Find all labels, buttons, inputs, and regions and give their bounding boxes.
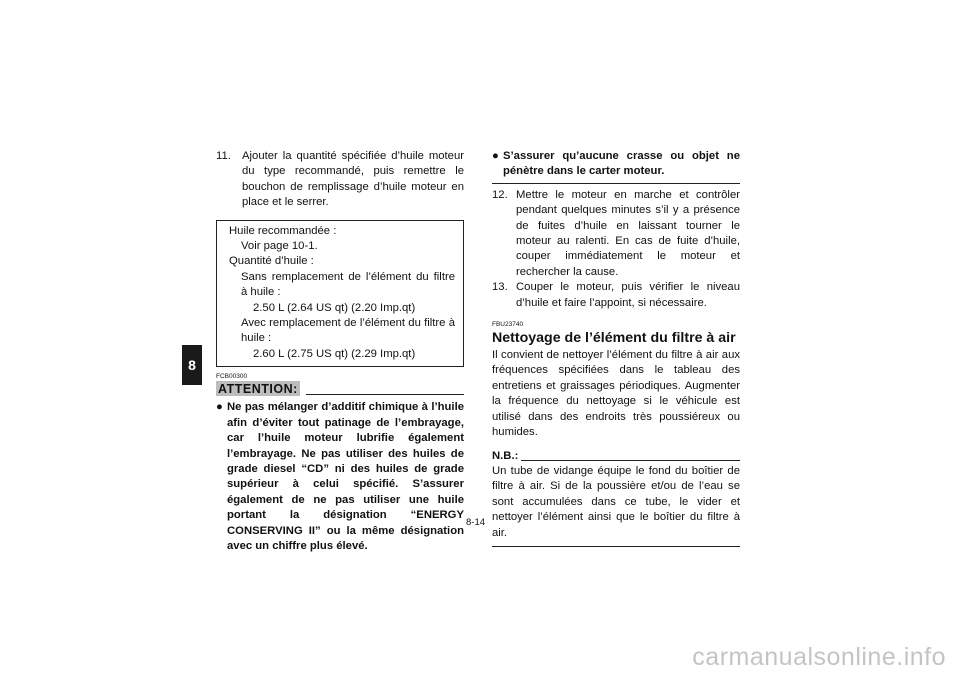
step-12-text: Mettre le moteur en marche et contrôler pendant quelques minutes s’il y a présence de fuites d’huile en laissant tourner le moteur au ralenti. En cas de fuite d’huile, couper immédiatement le moteur et rechercher la cause. <box>516 188 740 278</box>
page-number: 8-14 <box>466 517 486 528</box>
section-title: Nettoyage de l’élément du filtre à air <box>492 330 736 347</box>
caution-end-divider <box>492 183 740 184</box>
right-column <box>492 149 740 547</box>
step-11-number: 11. <box>216 150 231 162</box>
attention-code: FCB00300 <box>216 373 248 381</box>
dirt-warning-bullet <box>492 149 740 180</box>
step-13-text: Couper le moteur, puis vérifier le niveau d’huile et faire l’appoint, si nécessaire. <box>516 281 740 309</box>
watermark: carmanualsonline.info <box>692 643 946 671</box>
oil-spec-box <box>216 220 464 368</box>
chapter-tab: 8 <box>182 345 202 385</box>
nb-label: N.B.: <box>492 449 519 462</box>
step-11 <box>216 149 464 211</box>
step-12-number: 12. <box>492 188 508 201</box>
spec-line: Sans remplacement de l’élément du filtre à huile : <box>241 270 455 299</box>
attention-label: ATTENTION: <box>218 382 298 397</box>
nb-header <box>492 449 740 464</box>
attention-header <box>216 381 464 396</box>
step-11-text: Ajouter la quantité spécifiée d’huile moteur du type recommandé, puis remettre le bouchon de remplissage d’huile moteur en place et le serrer. <box>242 150 464 209</box>
step-13 <box>492 280 740 311</box>
spec-line: 2.50 L (2.64 US qt) (2.20 Imp.qt) <box>253 301 416 314</box>
nb-end-divider <box>492 546 740 547</box>
dirt-warning-text: S’assurer qu’aucune crasse ou objet ne pénètre dans le carter moteur. <box>503 150 740 178</box>
spec-line: Huile recommandée : <box>229 224 337 237</box>
nb-text: Un tube de vidange équipe le fond du boîtier de filtre à air. Si de la poussière et/ou de l’eau se sont accumulées dans ce tube, le vider et nettoyer l’élément ainsi que le boîtier du filtre à air. <box>492 464 740 539</box>
left-column <box>216 149 464 554</box>
bullet-icon: ● <box>216 401 223 414</box>
attention-divider <box>306 394 464 395</box>
step-13-number: 13. <box>492 281 508 294</box>
bullet-icon: ● <box>492 150 499 162</box>
spec-line: Avec remplacement de l’élément du filtre à huile : <box>241 317 455 345</box>
step-12 <box>492 188 740 280</box>
section-paragraph: Il convient de nettoyer l’élément du filtre à air aux fréquences spécifiées dans le tableau des entretiens et graissages périodiques. Augmenter la fréquence du nettoyage si le véhicule est utilisé dans des endroits très poussiéreux ou humides. <box>492 349 740 439</box>
attention-bullet-text: Ne pas mélanger d’additif chimique à l’huile afin d’éviter tout patinage de l’embrayage, car l’huile moteur lubrifie également l’embrayage. Ne pas utiliser des huiles de grade diesel “CD” ni des huiles de grade supérieur à celui spécifié. S’assurer également de ne pas utiliser une huile portant la désignation “ENERGY CONSERVING II” ou la même désignation avec un chiffre plus élevé. <box>227 401 464 552</box>
nb-divider <box>521 460 740 461</box>
section-code: FBU23740 <box>492 321 524 329</box>
attention-bullet <box>216 400 464 554</box>
spec-line: 2.60 L (2.75 US qt) (2.29 Imp.qt) <box>253 347 416 360</box>
spec-line: Voir page 10-1. <box>241 240 318 253</box>
spec-line: Quantité d’huile : <box>229 255 314 268</box>
